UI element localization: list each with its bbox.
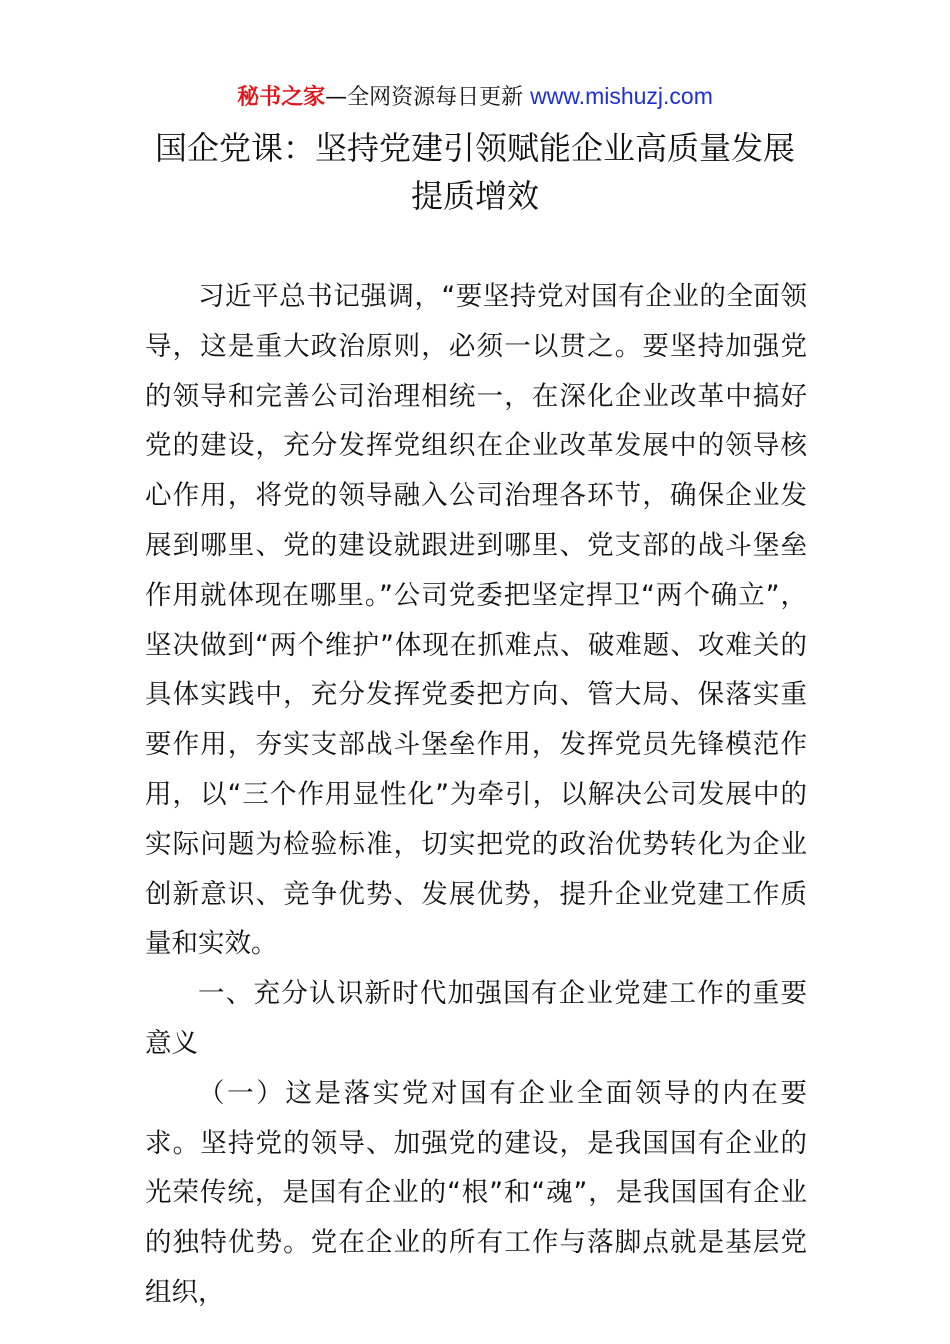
document-body xyxy=(145,272,807,1318)
title-line-1: 国企党课：坚持党建引领赋能企业高质量发展 xyxy=(154,129,795,167)
paragraph-subsection-1: （一）这是落实党对国有企业全面领导的内在要求。坚持党的领导、加强党的建设，是我国国有企业的光荣传统，是国有企业的“根”和“魂”，是我国国有企业的独特优势。党在企业的所有工作与落脚点就是基层党组织， xyxy=(145,1077,807,1308)
site-url-link[interactable]: www.mishuzj.com xyxy=(530,83,713,109)
site-header xyxy=(0,80,950,114)
document-title xyxy=(100,124,850,220)
title-line-2: 提质增效 xyxy=(410,177,539,215)
brand-name: 秘书之家 xyxy=(237,85,326,110)
paragraph-intro: 习近平总书记强调，“要坚持党对国有企业的全面领导，这是重大政治原则，必须一以贯之。要坚持加强党的领导和完善公司治理相统一，在深化企业改革中搞好党的建设，充分发挥党组织在企业改革发展中的领导核心作用，将党的领导融入公司治理各环节，确保企业发展到哪里、党的建设就跟进到哪里、党支部的战斗堡垒作用就体现在哪里。”公司党委把坚定捍卫“两个确立”，坚决做到“两个维护”体现在抓难点、破难题、攻难关的具体实践中，充分发挥党委把方向、管大局、保落实重要作用，夯实支部战斗堡垒作用，发挥党员先锋模范作用，以“三个作用显性化”为牵引，以解决公司发展中的实际问题为检验标准，切实把党的政治优势转化为企业创新意识、竞争优势、发展优势，提升企业党建工作质量和实效。 xyxy=(145,281,807,960)
header-slogan: —全网资源每日更新 xyxy=(325,85,531,110)
section-heading-1: 一、充分认识新时代加强国有企业党建工作的重要意义 xyxy=(145,978,807,1059)
